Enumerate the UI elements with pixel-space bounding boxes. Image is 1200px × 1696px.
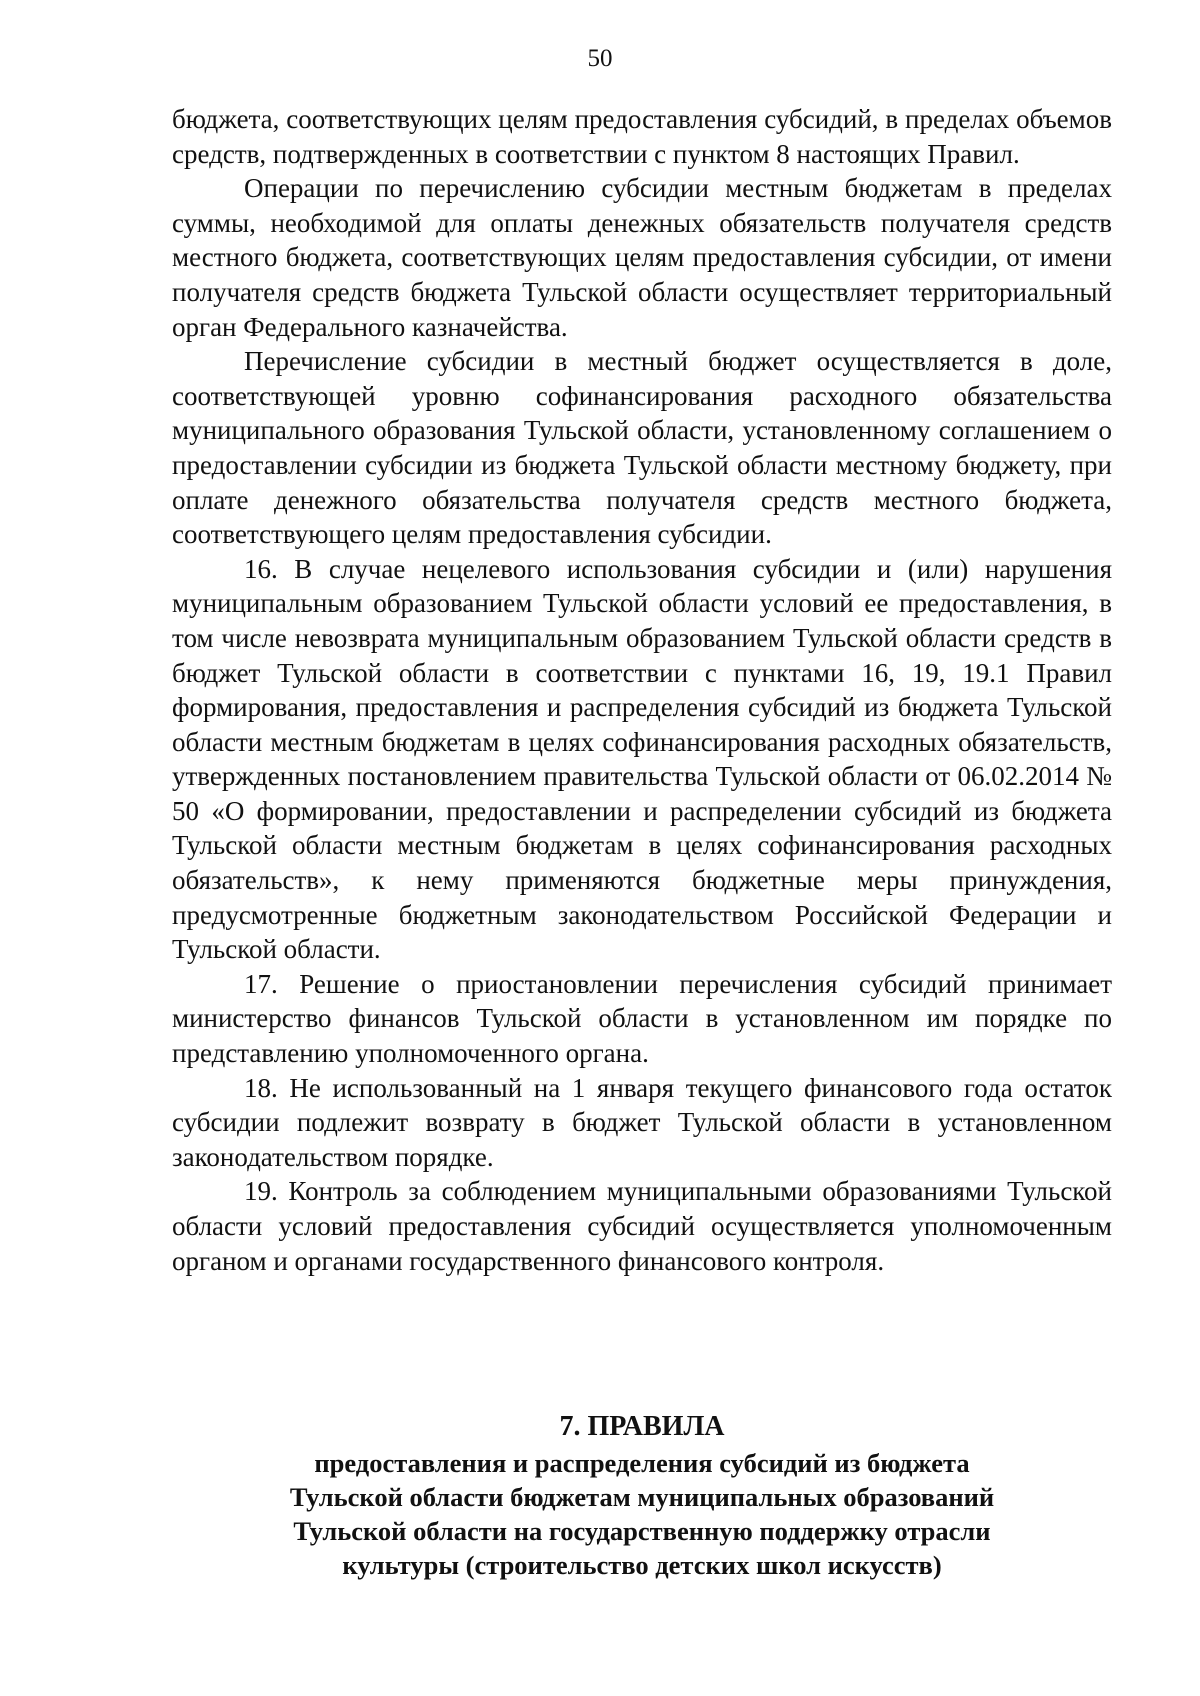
document-body (172, 102, 1112, 1278)
section-title-line: культуры (строительство детских школ искусств) (342, 1550, 942, 1580)
paragraph-treasury-operations: Операции по перечислению субсидии местным бюджетам в пределах суммы, необходимой для оплаты денежных обязательств получателя средств местного бюджета, соответствующих целям предоставления субсидии, от имени получателя средств бюджета Тульской области осуществляет территориальный орган Федерального казначейства. (172, 173, 1112, 342)
page-number: 50 (587, 45, 613, 72)
paragraph-item-17: 17. Решение о приостановлении перечисления субсидий принимает министерство финансов Тульской области в установленном им порядке по представлению уполномоченного органа. (172, 968, 1112, 1069)
paragraph-item-16: 16. В случае нецелевого использования субсидии и (или) нарушения муниципальным образованием Тульской области условий ее предоставления, в том числе невозврата муниципальным образованием Тульской области средств в бюджет Тульской области в соответствии с пунктами 16, 19, 19.1 Правил формирования, предоставления и распределения субсидий из бюджета Тульской области местным бюджетам в целях софинансирования расходных обязательств, утвержденных постановлением правительства Тульской области от 06.02.2014 № 50 «О формировании, предоставлении и распределении субсидий из бюджета Тульской области местным бюджетам в целях софинансирования расходных обязательств», к нему применяются бюджетные меры принуждения, предусмотренные бюджетным законодательством Российской Федерации и Тульской области. (172, 553, 1112, 965)
paragraph-item-19: 19. Контроль за соблюдением муниципальными образованиями Тульской области условий предоставления субсидий осуществляется уполномоченным органом и органами государственного финансового контроля. (172, 1176, 1112, 1276)
section-heading (172, 1408, 1112, 1582)
section-title-line: Тульской области бюджетам муниципальных образований (289, 1482, 995, 1512)
section-number: 7. ПРАВИЛА (559, 1411, 725, 1442)
paragraph-subsidy-transfer: Перечисление субсидии в местный бюджет осуществляется в доле, соответствующей уровню софинансирования расходного обязательства муниципального образования Тульской области, установленному соглашением о предоставлении субсидии из бюджета Тульской области местному бюджету, при оплате денежного обязательства получателя средств местного бюджета, соответствующего целям предоставления субсидии. (172, 346, 1112, 550)
paragraph-continuation: бюджета, соответствующих целям предоставления субсидий, в пределах объемов средств, подтвержденных в соответствии с пунктом 8 настоящих Правил. (172, 104, 1112, 169)
section-title-line: предоставления и распределения субсидий из бюджета (314, 1448, 970, 1478)
paragraph-item-18: 18. Не использованный на 1 января текущего финансового года остаток субсидии подлежит возврату в бюджет Тульской области в установленном законодательством порядке. (172, 1072, 1112, 1172)
section-title-line: Тульской области на государственную поддержку отрасли (293, 1516, 991, 1546)
